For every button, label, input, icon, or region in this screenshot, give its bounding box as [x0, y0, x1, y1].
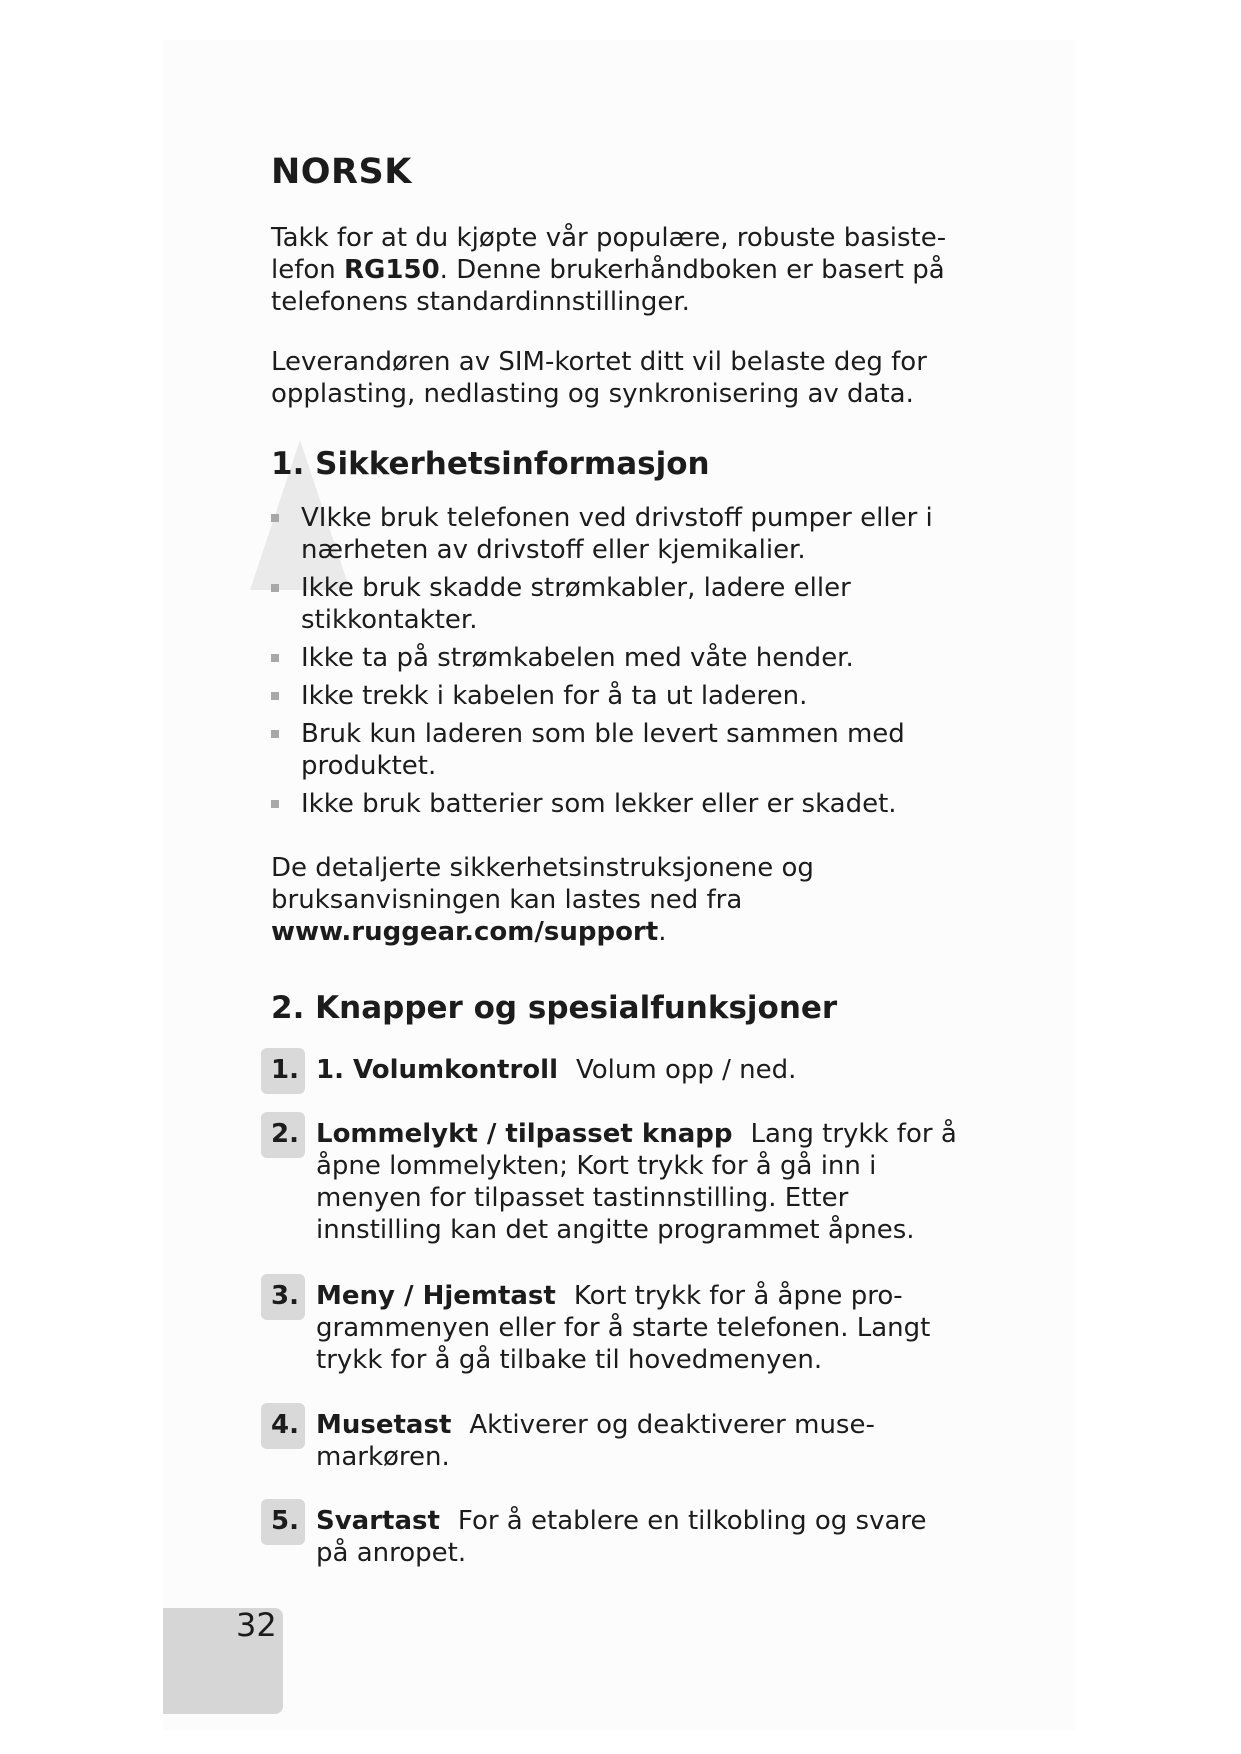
- page-title: NORSK: [271, 152, 412, 192]
- key-item-flashlight: [271, 1118, 961, 1246]
- key-number: 5.: [271, 1506, 299, 1536]
- list-item-text: Ikke trekk i kabelen for å ta ut laderen.: [301, 681, 808, 711]
- list-item: [271, 572, 961, 636]
- key-item-volume: [271, 1054, 961, 1086]
- list-item-text: Bruk kun laderen som ble levert sammen med produktet.: [301, 719, 905, 781]
- key-name: 1. Volumkontroll: [316, 1055, 558, 1085]
- list-item: [271, 502, 961, 566]
- list-item: [271, 642, 961, 674]
- key-number: 4.: [271, 1410, 299, 1440]
- key-description: Lang trykk for å åpne lommelykten; Kort trykk for å gå inn i menyen for tilpasset tastinnstilling. Etter innstilling kan det angitte programmet åpnes.: [316, 1119, 957, 1245]
- safety-list: [271, 502, 961, 826]
- details-text: De detaljerte sikkerhetsinstruksjonene og bruksanvisningen kan lastes ned fra: [271, 853, 814, 915]
- key-number: 3.: [271, 1281, 299, 1311]
- key-name: Musetast: [316, 1410, 452, 1440]
- key-description: Kort trykk for å åpne programmenyen eller for å starte telefonen. Langt trykk for å gå tilbake til hovedmenyen.: [316, 1281, 931, 1375]
- bullet-icon: [271, 692, 279, 700]
- key-description: Aktiverer og deaktiverer musemarkøren.: [316, 1410, 875, 1472]
- list-item-text: VIkke bruk telefonen ved drivstoff pumper eller i nærheten av drivstoff eller kjemikalier.: [301, 503, 933, 565]
- list-item-text: Ikke bruk batterier som lekker eller er skadet.: [301, 789, 897, 819]
- list-item: [271, 680, 961, 712]
- intro-text-end: . Denne brukerhåndboken er basert på telefonens standardinnstillinger.: [271, 255, 945, 317]
- key-item-mouse: [271, 1409, 961, 1473]
- key-description: Volum opp / ned.: [576, 1055, 797, 1085]
- section-heading-safety: 1. Sikkerhetsinformasjon: [271, 446, 710, 482]
- bullet-icon: [271, 514, 279, 522]
- list-item-text: Ikke bruk skadde strømkabler, ladere eller stikkontakter.: [301, 573, 851, 635]
- key-number: 2.: [271, 1119, 299, 1149]
- page-number: 32: [236, 1606, 277, 1644]
- details-end: .: [658, 917, 667, 947]
- list-item: [271, 718, 961, 782]
- list-item-text: Ikke ta på strømkabelen med våte hender.: [301, 643, 854, 673]
- bullet-icon: [271, 730, 279, 738]
- support-link[interactable]: www.ruggear.com/support: [271, 917, 659, 947]
- key-name: Svartast: [316, 1506, 440, 1536]
- key-name: Meny / Hjemtast: [316, 1281, 556, 1311]
- intro-text-start: Takk for at du kjøpte vår populære, robuste basistelefon: [271, 223, 947, 285]
- key-description: For å etablere en tilkobling og svare på anropet.: [316, 1506, 927, 1568]
- key-name: Lommelykt / tilpasset knapp: [316, 1119, 733, 1149]
- intro-paragraph-1: [271, 222, 961, 318]
- bullet-icon: [271, 654, 279, 662]
- list-item: [271, 788, 961, 820]
- key-number: 1.: [271, 1055, 299, 1085]
- bullet-icon: [271, 584, 279, 592]
- intro-paragraph-2: Leverandøren av SIM-kortet ditt vil belaste deg for opplasting, nedlasting og synkronisering av data.: [271, 347, 927, 409]
- bullet-icon: [271, 800, 279, 808]
- section-heading-buttons: 2. Knapper og spesialfunksjoner: [271, 990, 838, 1026]
- key-item-answer: [271, 1505, 961, 1569]
- model-name: RG150: [344, 255, 440, 285]
- details-paragraph: [271, 852, 961, 948]
- key-item-menu-home: [271, 1280, 961, 1376]
